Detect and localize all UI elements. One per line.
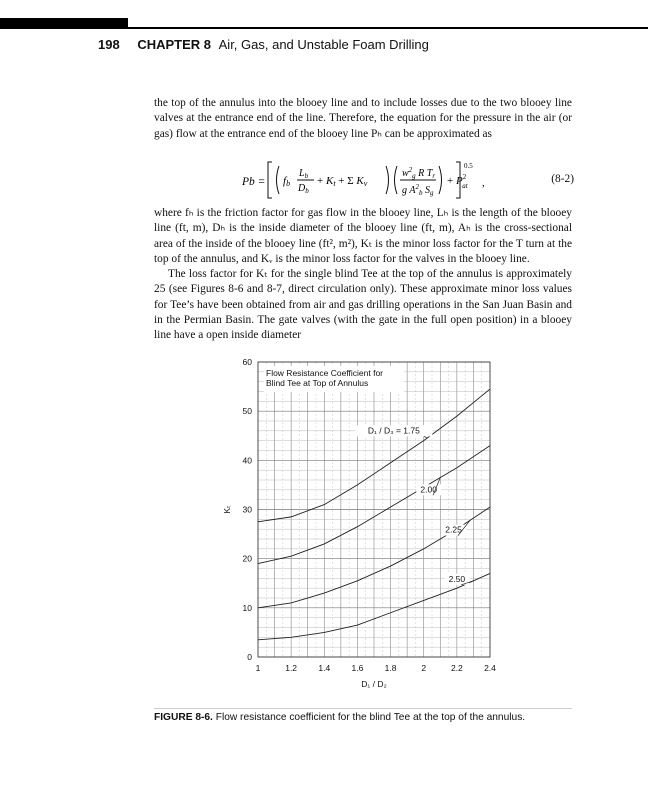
paragraph-2-text: where fₕ is the friction factor for gas flow in the blooey line, Lₕ is the length of the blooey line (ft, m), Dₕ is the inside diameter of the blooey line (ft, m), Aₕ is the cross-sectional area of the inside of the blooey line (ft², m²), Kₜ is the minor loss factor for the T turn at the top of the annulus, and Kᵥ is the minor loss factor for the valves in the blooey line.	[154, 207, 572, 265]
y-tick-label: 60	[242, 357, 252, 367]
figure-caption	[154, 712, 525, 723]
svg-text:Lb: $L_b$	[299, 168, 309, 180]
paragraph-1-text: the top of the annulus into the blooey line and to include losses due to the two blooey line valves at the entrance end of the line. Therefore, the equation for the pressure in the air (or gas) flow at the entrance end of the blooey line Pₕ can be approximated as	[154, 97, 572, 140]
figure-caption-text: Flow resistance coefficient for the blind Tee at the top of the annulus.	[215, 712, 526, 723]
chart-grid	[258, 362, 490, 657]
equation-8-2	[154, 156, 574, 204]
svg-text:+ P2at: + $P^2$ at	[447, 173, 468, 190]
x-tick-label: 2	[421, 663, 427, 673]
paragraph-2	[154, 206, 572, 344]
paragraph-3-text: The loss factor for Kₜ for the single blind Tee at the top of the annulus is approximately 25 (see Figures 8-6 and 8-7, direct circulation only). These approximate minor loss values for Tee’s have been obtained from air and gas drilling operations in the San Juan Basin and in the Permian Basin. The gate valves (with the gate in the full open position) in a blooey line have a open inside diameter	[154, 268, 572, 342]
annotation-label: D₁ / D₃ = 1.75	[367, 425, 420, 436]
header-bar	[0, 18, 128, 29]
eq-lhs: Pb =	[242, 176, 266, 188]
figure-label: FIGURE 8-6.	[154, 712, 213, 723]
caption-rule	[154, 708, 572, 709]
chart-labels	[264, 366, 473, 585]
chart-title-line: Flow Resistance Coefficient for	[266, 368, 384, 378]
x-axis-label: D₁ / D₂	[361, 679, 387, 689]
y-tick-label: 30	[242, 504, 252, 515]
x-tick-label: 1	[255, 663, 261, 673]
annotation-label: 2.00	[420, 484, 437, 495]
x-tick-label: 1.2	[285, 663, 298, 673]
chart-title-line: Blind Tee at Top of Annulus	[266, 378, 369, 388]
y-tick-label: 40	[242, 455, 252, 466]
x-tick-label: 1.6	[351, 663, 364, 673]
kt-chart	[218, 352, 518, 692]
x-tick-label: 1.8	[384, 663, 397, 673]
svg-text:g A2b Sg: g $A^2_b$ $S_g$	[402, 183, 434, 197]
equation-graphic	[154, 156, 514, 204]
equation-number: (8-2)	[551, 173, 574, 185]
svg-text:fb: fb	[283, 175, 291, 188]
header-rule	[128, 27, 648, 29]
annotation-leader	[424, 436, 427, 438]
page-number: 198	[98, 37, 120, 52]
chapter-label: CHAPTER 8	[137, 37, 212, 52]
paragraph-1	[154, 96, 572, 142]
y-axis-label: Kₜ	[222, 505, 232, 514]
x-tick-label: 1.4	[318, 663, 331, 673]
running-header	[98, 37, 429, 52]
y-tick-label: 0	[247, 652, 252, 662]
annotation-label: 2.25	[445, 524, 462, 535]
svg-text:Db: $D_b$	[298, 183, 309, 195]
y-tick-label: 20	[242, 553, 252, 564]
eq-exponent: 0.5	[464, 162, 473, 170]
chapter-title: Air, Gas, and Unstable Foam Drilling	[218, 37, 429, 52]
svg-text:,: ,	[482, 177, 485, 189]
x-tick-label: 2.4	[484, 663, 496, 673]
svg-text:w2g R Tr: $w^2_g$ R $T_r$	[402, 166, 436, 180]
svg-text:+ Kt + Σ Kv: + Kt + Σ Kv	[317, 175, 368, 188]
annotation-label: 2.50	[448, 573, 466, 584]
y-tick-label: 10	[242, 602, 252, 613]
x-tick-label: 2.2	[450, 663, 463, 673]
y-tick-label: 50	[242, 406, 252, 417]
